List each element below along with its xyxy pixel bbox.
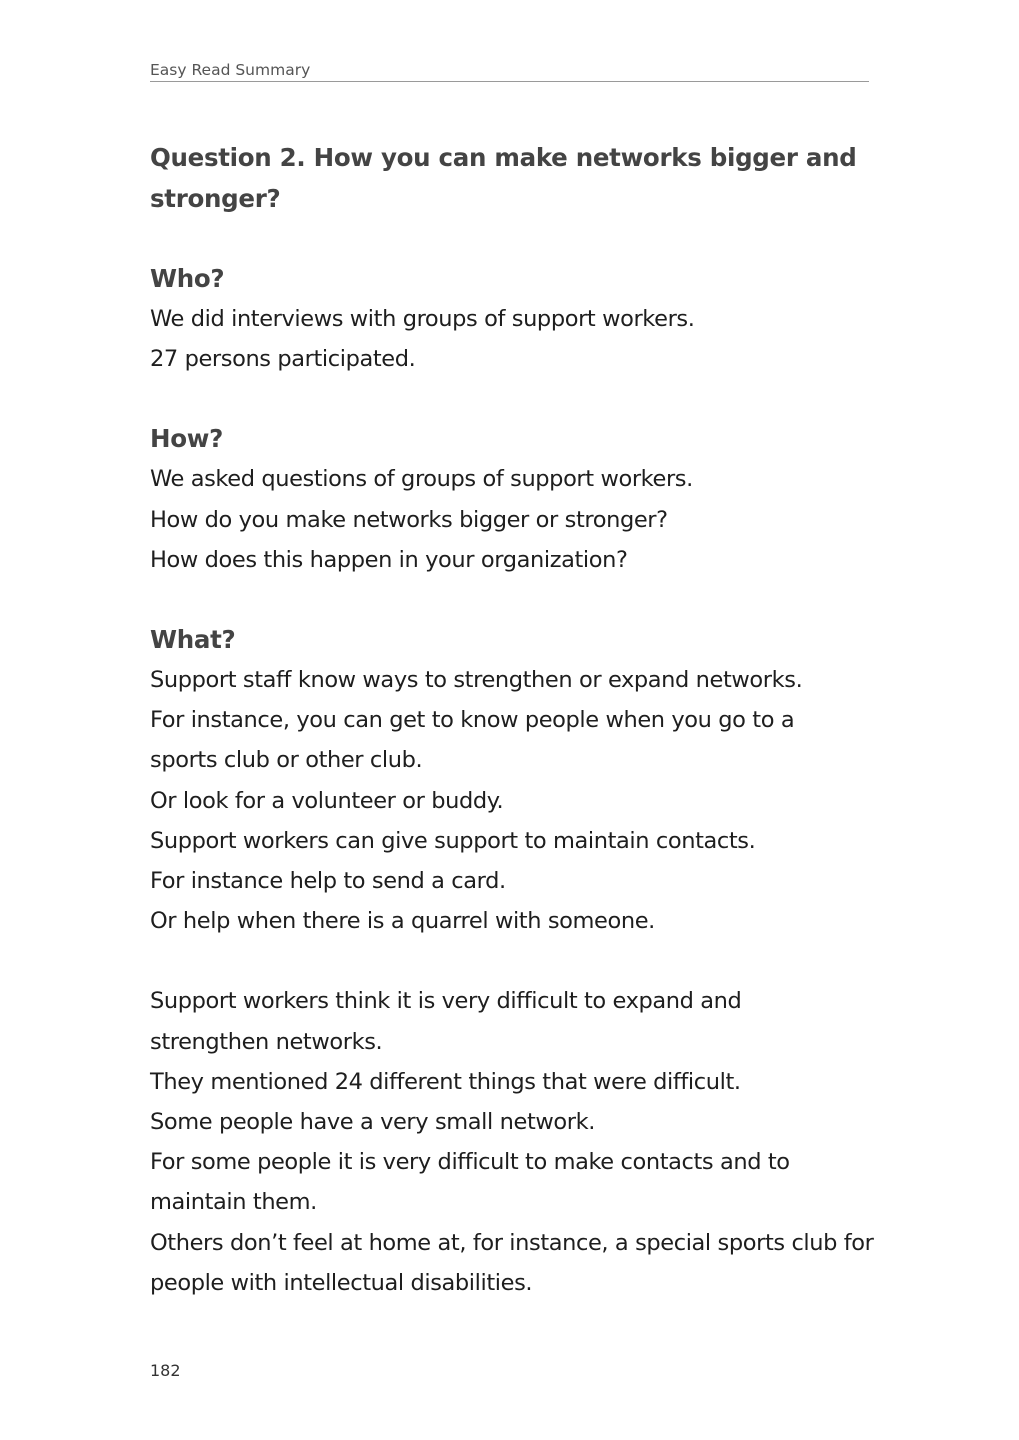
body-line: Others don’t feel at home at, for instance, a special sports club for	[150, 1229, 874, 1256]
body-line: Or help when there is a quarrel with someone.	[150, 908, 655, 935]
running-header-title: Easy Read Summary	[150, 61, 311, 79]
body-line: Support workers think it is very difficult to expand and	[150, 988, 742, 1015]
section-heading-how: How?	[150, 424, 223, 454]
body-line: strengthen networks.	[150, 1028, 383, 1055]
body-line: For some people it is very difficult to make contacts and to	[150, 1149, 790, 1176]
body-line: We asked questions of groups of support workers.	[150, 466, 693, 493]
page-content	[150, 137, 880, 1303]
running-header	[150, 60, 869, 82]
section-heading-who: Who?	[150, 264, 225, 293]
section-who	[150, 258, 880, 379]
body-line: Support staff know ways to strengthen or expand networks.	[150, 667, 803, 694]
what-paragraph-1	[150, 660, 880, 941]
section-heading-what: What?	[150, 625, 236, 655]
body-line: For instance, you can get to know people when you go to a	[150, 707, 795, 734]
body-line: Some people have a very small network.	[150, 1109, 595, 1136]
page-number: 182	[150, 1361, 181, 1380]
what-paragraph-2	[150, 981, 880, 1303]
body-line: We did interviews with groups of support workers.	[150, 306, 695, 332]
body-line: How do you make networks bigger or stronger?	[150, 506, 668, 533]
body-line: people with intellectual disabilities.	[150, 1269, 533, 1296]
body-line: They mentioned 24 different things that were difficult.	[150, 1068, 741, 1095]
body-line: For instance help to send a card.	[150, 868, 506, 895]
section-what	[150, 619, 880, 1303]
section-how	[150, 418, 880, 580]
body-line: Support workers can give support to maintain contacts.	[150, 827, 756, 854]
body-line: 27 persons participated.	[150, 346, 416, 373]
body-line: sports club or other club.	[150, 747, 423, 774]
body-line: Or look for a volunteer or buddy.	[150, 787, 504, 814]
body-line: How does this happen in your organization?	[150, 546, 628, 573]
page-title: Question 2. How you can make networks bigger and stronger?	[150, 143, 857, 213]
body-line: maintain them.	[150, 1189, 317, 1216]
